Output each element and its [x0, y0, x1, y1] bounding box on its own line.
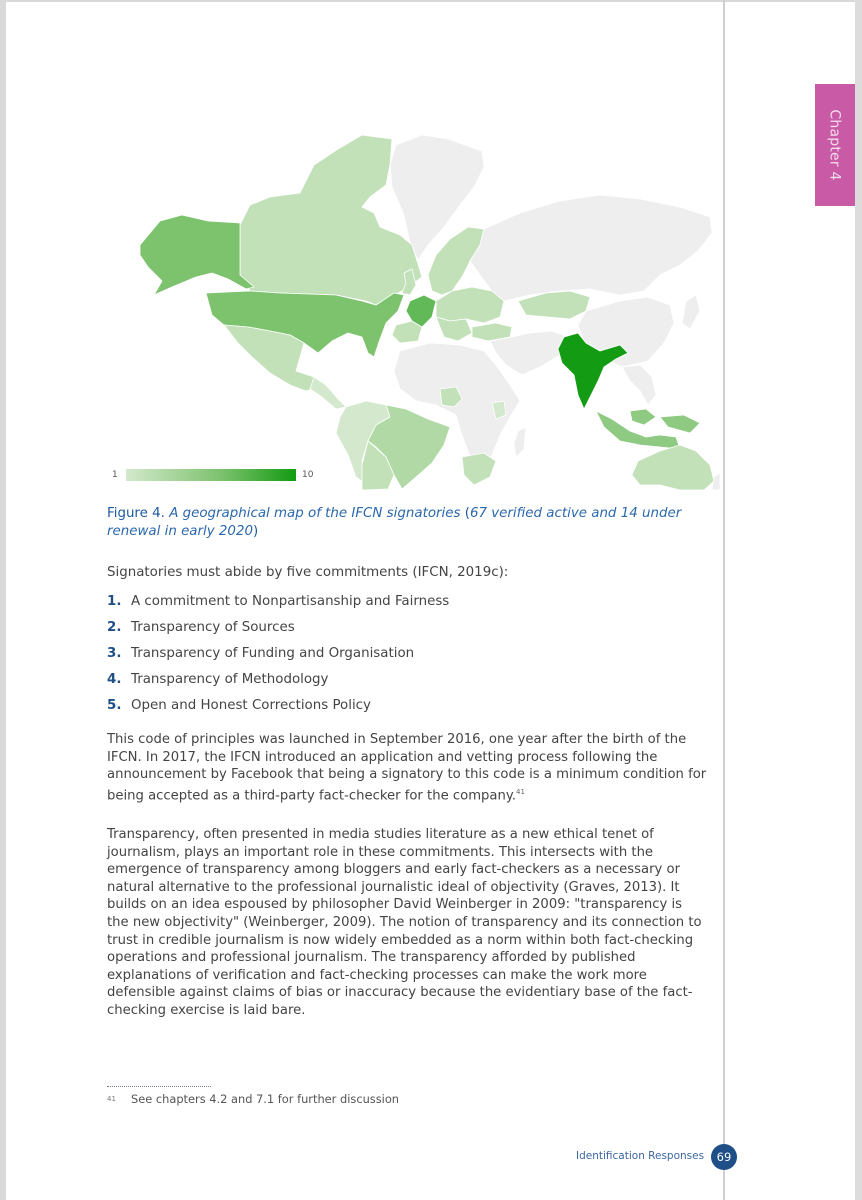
list-item — [107, 666, 449, 692]
list-number: 3. — [107, 645, 122, 661]
list-text: Open and Honest Corrections Policy — [131, 697, 371, 713]
region-south-africa — [462, 453, 496, 485]
running-footer: Identification Responses — [576, 1150, 705, 1162]
signatories-map — [100, 105, 720, 490]
world-map — [100, 105, 720, 490]
page-number-badge: 69 — [711, 1144, 737, 1170]
figure-caption-paren-text: 67 verified active and 14 under renewal in early 2020 — [107, 506, 682, 539]
list-number: 1. — [107, 593, 122, 609]
legend-max-label: 10 — [302, 470, 314, 480]
list-number: 4. — [107, 671, 122, 687]
list-item — [107, 640, 449, 666]
list-number: 2. — [107, 619, 122, 635]
legend-color-scale — [126, 469, 296, 481]
region-italy-balkans — [436, 317, 472, 341]
footnote-ref[interactable]: 41 — [515, 787, 525, 796]
footnote-number: 41 — [107, 1095, 116, 1103]
list-item — [107, 692, 449, 718]
region-australia — [632, 445, 714, 490]
list-text: Transparency of Methodology — [131, 671, 329, 687]
region-central-america — [310, 377, 346, 409]
margin-rule — [723, 0, 725, 1200]
region-japan — [682, 295, 700, 329]
map-legend — [112, 468, 313, 482]
commitments-intro: Signatories must abide by five commitments (IFCN, 2019c): — [107, 565, 509, 580]
footnote — [107, 1092, 399, 1106]
list-text: Transparency of Sources — [131, 619, 295, 635]
list-item — [107, 588, 449, 614]
region-indonesia — [596, 409, 700, 449]
list-number: 5. — [107, 697, 122, 713]
list-item — [107, 614, 449, 640]
page-edge — [855, 0, 862, 1200]
list-text: A commitment to Nonpartisanship and Fairness — [131, 593, 450, 609]
figure-caption-paren-open: ( — [464, 506, 470, 521]
footnote-text: See chapters 4.2 and 7.1 for further discussion — [131, 1092, 400, 1106]
commitments-list — [107, 588, 449, 718]
figure-label: Figure 4. — [107, 506, 165, 521]
region-southeast-asia — [622, 365, 656, 405]
footnote-divider — [107, 1086, 211, 1087]
paragraph-transparency: Transparency, often presented in media studies literature as a new ethical tenet of journalism, plays an important role in these commitments. This intersects with the emergence of transparency among bloggers and early fact-checkers as a necessary or natural alternative to the professional journalistic ideal of objectivity (Graves, 2013). It builds on an idea espoused by philosopher David Weinberger in 2009: "transparency is the new objectivity" (Weinberger, 2009). The notion of transparency and its connection to trust in credible journalism is now widely embedded as a norm within both fact-checking operations and professional journalism. The transparency afforded by published explanations of verification and fact-checking processes can make the work more defensible against claims of bias or inaccuracy because the evidentiary base of the fact-checking exercise is laid bare. — [107, 827, 702, 1018]
region-alaska — [140, 215, 254, 295]
region-russia — [470, 195, 712, 301]
region-madagascar — [514, 427, 526, 457]
paragraph-code-of-principles — [107, 731, 707, 805]
region-new-zealand — [712, 473, 720, 490]
chapter-tab-label: Chapter 4 — [827, 109, 844, 181]
figure-caption-text: A geographical map of the IFCN signatories — [169, 506, 461, 521]
paragraph-text: This code of principles was launched in September 2016, one year after the birth of the IFCN. In 2017, the IFCN introduced an application and vetting process following the announcement by Facebook that being a signatory to this code is a minimum condition for being accepted as a third-party fact-checker for the company. — [107, 732, 707, 804]
figure-caption — [107, 505, 697, 541]
list-text: Transparency of Funding and Organisation — [131, 645, 415, 661]
legend-min-label: 1 — [112, 470, 118, 480]
figure-caption-paren-close: ) — [253, 524, 259, 539]
chapter-tab[interactable] — [815, 84, 855, 206]
